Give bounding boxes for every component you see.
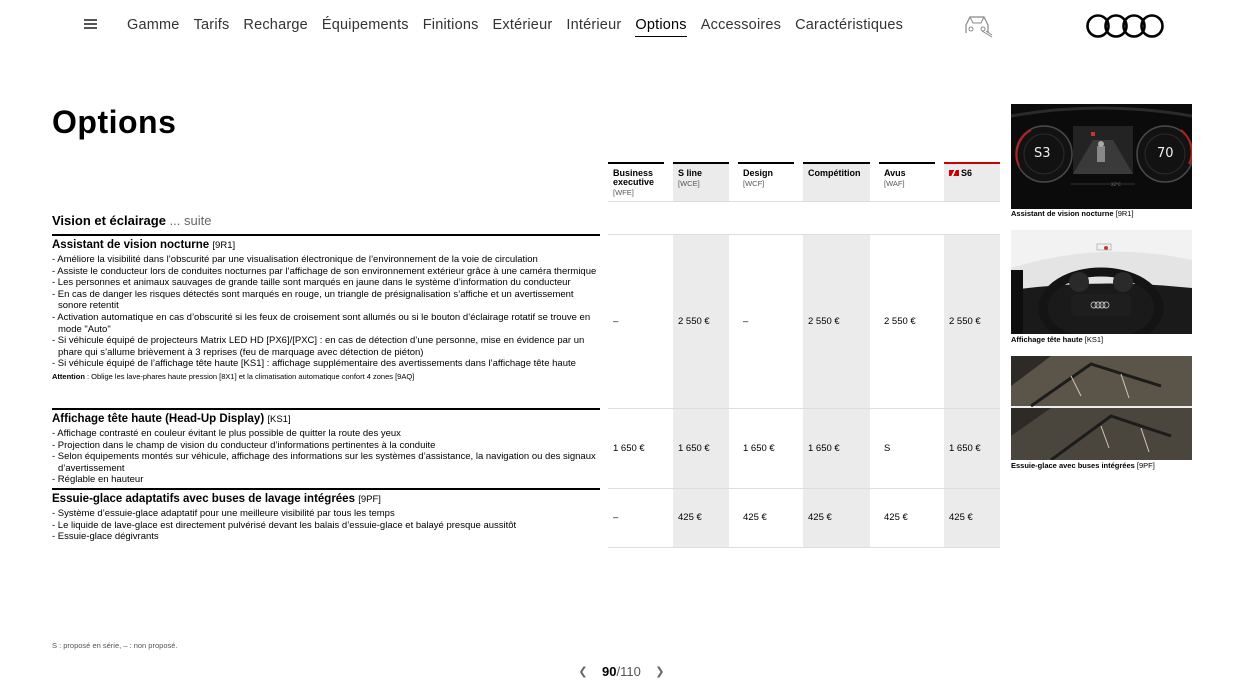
section-suffix: ... suite [169,213,212,228]
caption-title: Essuie-glace avec buses intégrées [1011,461,1135,470]
price-cell: 1 650 € [743,443,775,454]
price-cell: 425 € [808,512,832,523]
option-block-head-up-display [52,408,600,486]
nav-item-accessoires[interactable]: Accessoires [700,17,782,33]
option-bullet: - Améliore la visibilité dans l’obscurité par une visualisation électronique de l’environnement de la voie de circulation [52,254,538,265]
block-divider [52,408,600,410]
block-divider [52,488,600,490]
option-bullet: - Activation automatique en cas d’obscurité si les feux de croisement sont allumés ou si le bouton d’éclairage rotatif se trouve en mode "Auto" [52,311,591,335]
nav-item-options[interactable]: Options [635,16,686,37]
option-bullet: - Réglable en hauteur [52,474,144,486]
current-page: 90 [602,664,617,679]
image-caption [1011,461,1155,470]
chevron-right-icon[interactable]: ❯ [655,666,665,678]
option-bullet: - Projection dans le champ de vision du conducteur d’informations pertinentes à la conduite [52,439,436,451]
column-code: [WCF] [743,179,765,188]
price-cell: 1 650 € [808,443,840,454]
caption-title: Assistant de vision nocturne [1011,209,1114,218]
option-code: [9R1] [212,240,236,251]
head-up-display-image [1011,230,1192,334]
column-name: Design [743,168,774,178]
option-bullet: - Système d’essuie-glace adaptatif pour une meilleure visibilité par tous les temps [52,508,395,519]
price-cell: – [613,512,619,523]
option-code: [KS1] [267,414,291,425]
price-cell: 1 650 € [678,443,710,454]
nav-item-finitions[interactable]: Finitions [422,17,479,33]
column-bg [738,234,794,548]
chevron-left-icon[interactable]: ❮ [578,666,588,678]
image-caption [1011,209,1134,218]
price-cell: 2 550 € [884,316,916,327]
column-bg [673,234,729,548]
price-cell: S [884,443,891,454]
audi-logo[interactable] [1086,12,1164,40]
wiper-image [1011,356,1192,460]
column-header-s6 [944,162,1000,202]
option-title [52,238,600,253]
nav-links [127,16,917,37]
column-name: Business executive [613,168,655,187]
column-code: [WFE] [613,188,634,197]
night-vision-image [1011,104,1192,209]
row-divider [608,488,1000,489]
option-title [52,412,600,427]
total-pages: /110 [616,664,641,679]
nav-item-equipements[interactable]: Équipements [321,17,409,33]
legend-footnote: S : proposé en série, – : non proposé. [52,641,178,650]
caption-title: Affichage tête haute [1011,335,1083,344]
nav-item-tarifs[interactable]: Tarifs [193,17,230,33]
column-name: Compétition [808,168,861,178]
option-bullet: - En cas de danger les risques détectés sont marqués en rouge, un triangle de présignalisation s’affiche et un avertissement sonore retentit [52,288,574,312]
price-cell: 1 650 € [613,443,645,454]
option-code: [9PF] [358,494,381,505]
option-title-text: Essuie-glace adaptatifs avec buses de lavage intégrées [52,493,355,505]
price-cell: 425 € [678,512,702,523]
section-heading [52,213,211,228]
option-title [52,492,600,507]
row-divider [608,547,1000,548]
option-block-night-vision [52,234,600,383]
column-bg [879,234,935,548]
s-badge-icon [949,170,959,176]
column-header-business-executive [608,162,664,202]
column-bg [608,234,664,548]
option-bullet: - Assiste le conducteur lors de conduites nocturnes par l’affichage de son environnement extérieur grâce à une caméra thermique [52,265,597,277]
gauge-right-label: 70 [1157,146,1174,161]
note-label: Attention [52,371,85,381]
price-cell: 2 550 € [808,316,840,327]
menu-icon[interactable] [84,19,97,30]
column-header-competition [803,162,870,202]
note-text: : Oblige les lave-phares haute pression [8X1] et la climatisation automatique confort 4 zones [9AQ] [84,371,415,381]
column-bg [944,234,1000,548]
nav-item-interieur[interactable]: Intérieur [566,17,622,33]
top-nav [0,0,1244,50]
nav-item-gamme[interactable]: Gamme [127,17,180,33]
price-cell: 425 € [949,512,973,523]
column-name: Avus [884,168,906,178]
option-bullet: - Essuie-glace dégivrants [52,531,159,543]
option-bullets [52,428,600,486]
page-title: Options [52,104,177,140]
price-cell: 2 550 € [949,316,981,327]
caption-code: [9PF] [1134,461,1155,470]
gauge-left-label: S3 [1034,146,1051,161]
column-bg [803,234,870,548]
row-divider [608,234,1000,235]
column-code: [WCE] [678,179,700,188]
section-label: Vision et éclairage [52,213,166,228]
column-name: S line [678,168,703,178]
caption-code: [KS1] [1082,335,1104,344]
option-bullet: - Le liquide de lave-glace est directement pulvérisé devant les balais d’essuie-glace et balayé presque aussitôt [52,519,517,531]
option-block-wipers [52,488,600,543]
nav-item-recharge[interactable]: Recharge [243,17,308,33]
block-divider [52,234,600,236]
row-divider [608,408,1000,409]
option-bullets [52,508,600,543]
option-note [52,371,600,383]
column-name: S6 [961,168,973,178]
nav-item-exterieur[interactable]: Extérieur [492,17,553,33]
price-cell: 1 650 € [949,443,981,454]
option-title-text: Affichage tête haute (Head-Up Display) [52,413,265,425]
price-cell: – [613,316,619,327]
option-bullet: - Affichage contrasté en couleur évitant le plus possible de quitter la route des yeux [52,428,401,439]
column-header-avus [879,162,935,202]
price-cell: 425 € [743,512,767,523]
column-header-s-line [673,162,729,202]
column-header-design [738,162,794,202]
option-bullet: - Si véhicule équipé de l’affichage tête haute [KS1] : affichage supplémentaire des avertissements dans l’affichage tête haute [52,358,576,370]
image-caption [1011,335,1103,344]
row-divider [608,201,1000,202]
option-bullet: - Selon équipements montés sur véhicule, affichage des informations sur les systèmes d’assistance, la navigation ou des signaux d’avertissement [52,451,596,474]
nav-item-caracteristiques[interactable]: Caractéristiques [795,17,904,33]
configurator-car-icon[interactable] [962,11,994,39]
pagination [576,664,667,679]
price-cell: 2 550 € [678,316,710,327]
price-cell: – [743,316,749,327]
option-bullets [52,254,600,370]
option-bullet: - Si véhicule équipé de projecteurs Matrix LED HD [PX6]/[PXC] : en cas de détection d’une personne, mise en évidence par un phare qui s’allume brièvement à 3 reprises (feu de marquage avec détection de piéton) [52,335,585,358]
price-cell: 425 € [884,512,908,523]
column-code: [WAF] [884,179,905,188]
option-title-text: Assistant de vision nocturne [52,239,210,251]
option-bullet: - Les personnes et animaux sauvages de grande taille sont marqués en jaune dans le système d’information du conducteur [52,277,571,289]
svg-text:22°C: 22°C [1111,182,1121,187]
caption-code: [9R1] [1113,209,1134,218]
